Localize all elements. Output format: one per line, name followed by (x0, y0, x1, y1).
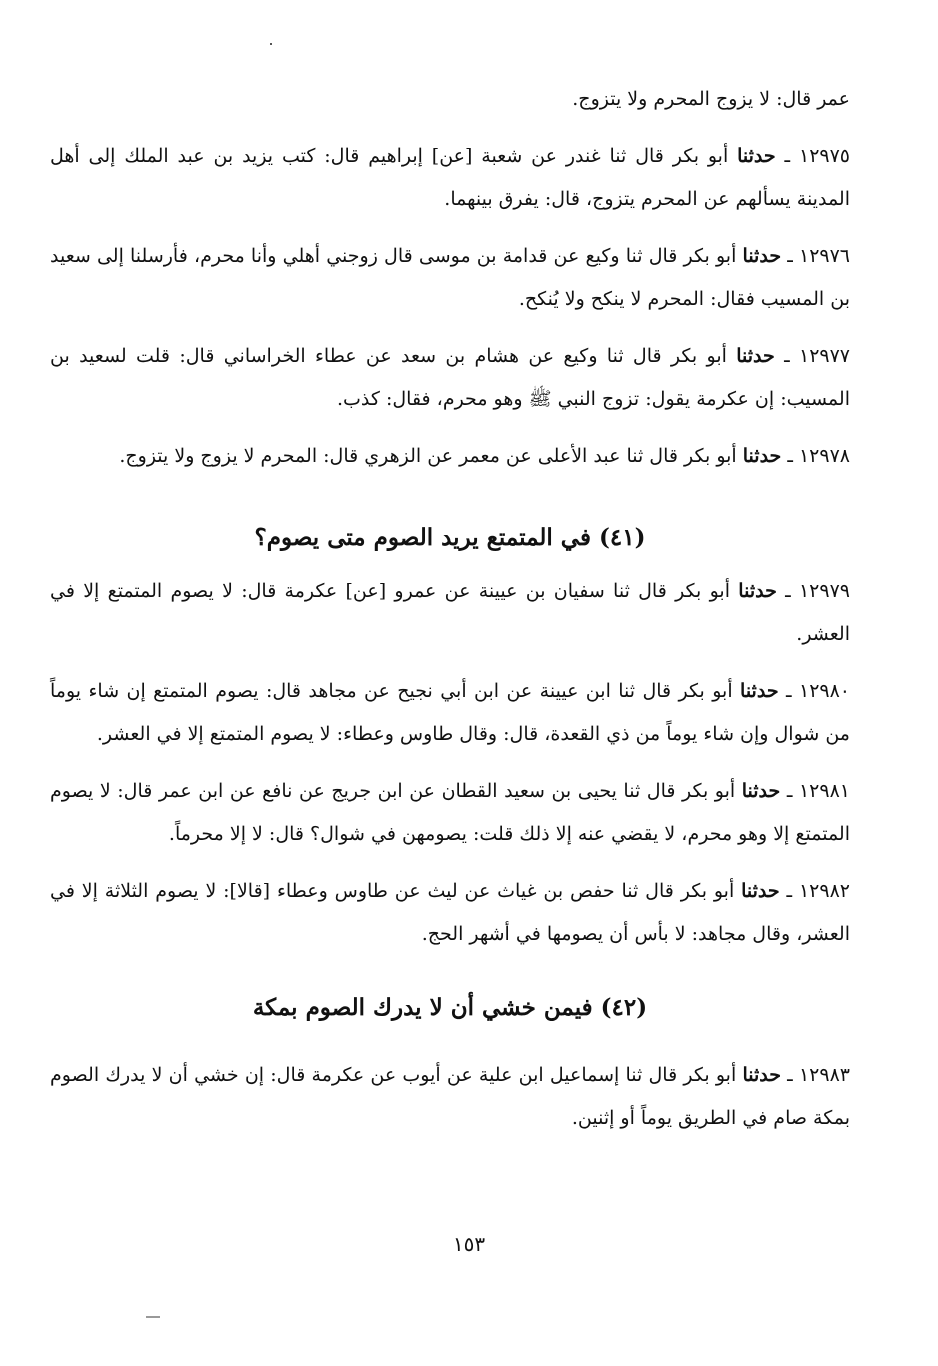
dash: ـ (787, 1064, 793, 1086)
dash: ـ (784, 145, 791, 167)
hadith-opening: حدثنا (740, 680, 779, 702)
dash: ـ (785, 580, 791, 602)
dash: ـ (784, 345, 790, 367)
page-body (50, 78, 850, 1154)
hadith-12979 (50, 570, 850, 656)
hadith-text: أبو بكر قال ثنا عبد الأعلى عن معمر عن الزهري قال: المحرم لا يزوج ولا يتزوج. (119, 445, 737, 467)
hadith-number: ١٢٩٧٧ (798, 345, 851, 367)
paragraph (50, 78, 850, 121)
hadith-text: أبو بكر قال ثنا إسماعيل ابن علية عن أيوب عن عكرمة قال: إن خشي أن لا يدرك الصوم بمكة صام في الطريق يوماً أو إثنين. (50, 1064, 850, 1129)
hadith-12980 (50, 670, 850, 756)
hadith-opening: حدثنا (742, 245, 782, 267)
hadith-opening: حدثنا (742, 1064, 781, 1086)
dash: ـ (787, 445, 793, 467)
hadith-opening: حدثنا (742, 445, 782, 467)
paragraph-text: عمر قال: لا يزوج المحرم ولا يتزوج. (572, 88, 850, 110)
hadith-text: أبو بكر قال ثنا غندر عن شعبة [عن] إبراهيم قال: كتب يزيد بن عبد الملك إلى أهل المدينة يسألهم عن المحرم يتزوج، قال: يفرق بينهما. (50, 145, 850, 210)
page-number: ١٥٣ (452, 1232, 486, 1256)
dash: ـ (786, 780, 793, 802)
dash: ـ (787, 245, 793, 267)
dash: ـ (786, 880, 793, 902)
hadith-number: ١٢٩٧٥ (798, 145, 851, 167)
hadith-number: ١٢٩٨٣ (798, 1064, 850, 1086)
scan-speck (270, 43, 272, 45)
hadith-12975 (50, 135, 850, 221)
hadith-12981 (50, 770, 850, 856)
hadith-12982 (50, 870, 850, 956)
hadith-12978 (50, 435, 850, 478)
hadith-text: أبو بكر قال ثنا حفص بن غياث عن ليث عن طاوس وعطاء [قالا]: لا يصوم الثلاثة إلا في العشر، وقال مجاهد: لا بأس أن يصومها في أشهر الحج. (50, 880, 850, 945)
hadith-number: ١٢٩٨٠ (798, 680, 851, 702)
hadith-opening: حدثنا (741, 780, 781, 802)
hadith-opening: حدثنا (738, 580, 777, 602)
hadith-number: ١٢٩٧٨ (798, 445, 850, 467)
section-heading-41: (٤١) في المتمتع يريد الصوم متى يصوم؟ (254, 524, 646, 551)
hadith-number: ١٢٩٨٢ (798, 880, 850, 902)
dash: ـ (785, 680, 792, 702)
hadith-text: أبو بكر قال ثنا سفيان بن عيينة عن عمرو [عن] عكرمة قال: لا يصوم المتمتع إلا في العشر. (50, 580, 850, 645)
hadith-number: ١٢٩٨١ (798, 780, 850, 802)
hadith-text: أبو بكر قال ثنا وكيع عن قدامة بن موسى قال زوجني أهلي وأنا محرم، فأرسلنا إلى سعيد بن المسيب فقال: المحرم لا ينكح ولا يُنكح. (50, 245, 850, 310)
hadith-number: ١٢٩٧٩ (798, 580, 850, 602)
hadith-12983 (50, 1054, 850, 1140)
section-heading-42: (٤٢) فيمن خشي أن لا يدرك الصوم بمكة (252, 994, 648, 1021)
hadith-opening: حدثنا (737, 145, 776, 167)
hadith-number: ١٢٩٧٦ (798, 245, 851, 267)
hadith-text: أبو بكر قال ثنا يحيى بن سعيد القطان عن ابن جريج عن نافع عن ابن عمر قال: لا يصوم المتمتع إلا وهو محرم، لا يقضي عنه إلا ذلك قلت: يصومهن في شوال؟ قال: لا إلا محرماً. (50, 780, 850, 845)
hadith-12977 (50, 335, 850, 421)
hadith-text: أبو بكر قال ثنا ابن عيينة عن ابن أبي نجيح عن مجاهد قال: يصوم المتمتع إن شاء يوماً من شوال وإن شاء يوماً من ذي القعدة، قال: وقال طاوس وعطاء: لا يصوم المتمتع إلا في العشر. (50, 680, 850, 745)
hadith-opening: حدثنا (741, 880, 780, 902)
hadith-opening: حدثنا (736, 345, 775, 367)
hadith-12976 (50, 235, 850, 321)
hadith-text: أبو بكر قال ثنا وكيع عن هشام بن سعد عن عطاء الخراساني قال: قلت لسعيد بن المسيب: إن عكرمة يقول: تزوج النبي ﷺ وهو محرم، فقال: كذب. (50, 345, 850, 410)
scan-speck (146, 1316, 160, 1318)
